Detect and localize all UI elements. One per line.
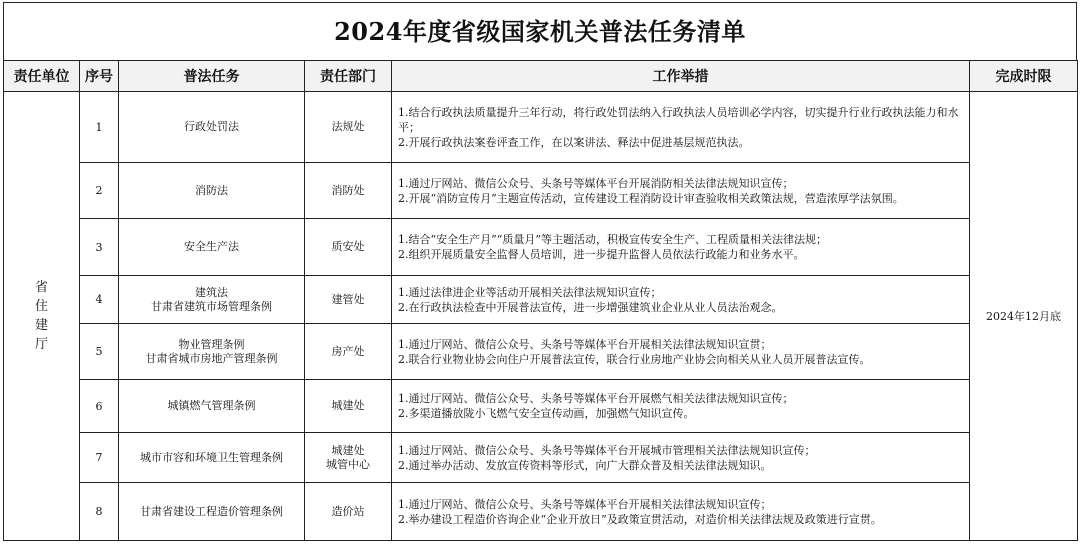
table-row	[4, 219, 1078, 276]
measure-line: 2.开展行政执法案卷评查工作，在以案讲法、释法中促进基层规范执法。	[398, 135, 750, 149]
task-name: 安全生产法	[184, 240, 239, 253]
task-name: 行政处罚法	[184, 120, 239, 133]
measure-line: 1.通过厅网站、微信公众号、头条号等媒体平台开展消防相关法律法规知识宣传；	[398, 176, 794, 190]
header-no: 序号	[80, 61, 119, 92]
task-name: 甘肃省城市房地产管理条例	[145, 351, 278, 365]
row-number: 1	[80, 92, 119, 163]
table-row	[4, 324, 1078, 380]
task-cell	[119, 483, 305, 541]
dept-name: 城建处	[331, 443, 365, 457]
dept-cell	[305, 276, 392, 324]
measures-cell	[392, 433, 970, 483]
unit-char: 建	[34, 318, 48, 333]
task-cell	[119, 92, 305, 163]
dept-name: 房产处	[331, 344, 365, 358]
row-number: 8	[80, 483, 119, 541]
dept-name: 质安处	[331, 240, 365, 253]
dept-cell	[305, 324, 392, 380]
dept-cell	[305, 219, 392, 276]
measures-cell	[392, 163, 970, 219]
table-row	[4, 92, 1078, 163]
task-cell	[119, 433, 305, 483]
header-measures: 工作举措	[392, 61, 970, 92]
unit-char: 住	[34, 299, 48, 314]
row-number: 3	[80, 219, 119, 276]
dept-cell	[305, 483, 392, 541]
task-name: 消防法	[195, 183, 228, 197]
dept-cell	[305, 433, 392, 483]
measure-line: 1.结合“安全生产月”“质量月”等主题活动，积极宣传安全生产、工程质量相关法律法规；	[398, 233, 827, 246]
task-cell	[119, 163, 305, 219]
measure-line: 1.通过厅网站、微信公众号、头条号等媒体平台开展相关法律法规知识宣传；	[398, 497, 772, 511]
measure-line: 2.联合行业物业协会向住户开展普法宣传，联合行业房地产业协会向相关从业人员开展普法宣传。	[398, 352, 871, 366]
page-title: 2024年度省级国家机关普法任务清单	[3, 2, 1077, 60]
measure-line: 2.多渠道播放陇小飞燃气安全宣传动画，加强燃气知识宣传。	[398, 407, 695, 420]
dept-name: 城建处	[331, 399, 365, 412]
task-name: 城市市容和环境卫生管理条例	[140, 450, 283, 464]
table-row	[4, 276, 1078, 324]
measure-line: 2.在行政执法检查中开展普法宣传，进一步增强建筑业企业从业人员法治观念。	[398, 300, 783, 314]
table-row	[4, 380, 1078, 433]
row-number: 4	[80, 276, 119, 324]
task-name: 甘肃省建设工程造价管理条例	[140, 504, 283, 518]
task-list-sheet	[3, 2, 1077, 540]
header-task: 普法任务	[119, 61, 305, 92]
measure-line: 1.通过法律进企业等活动开展相关法律法规知识宣传；	[398, 285, 662, 299]
dept-name: 城管中心	[326, 457, 370, 471]
responsible-unit-cell	[4, 92, 80, 541]
measure-line: 2.开展“消防宣传月”主题宣传活动，宣传建设工程消防设计审查验收相关政策法规，营造浓厚学法氛围。	[398, 191, 904, 205]
table-row	[4, 483, 1078, 541]
measure-line: 2.组织开展质量安全监督人员培训，进一步提升监督人员依法行政能力和业务水平。	[398, 248, 805, 261]
measures-cell	[392, 380, 970, 433]
measure-line: 1.通过厅网站、微信公众号、头条号等媒体平台开展相关法律法规知识宣贯；	[398, 337, 772, 351]
row-number: 7	[80, 433, 119, 483]
measure-line: 2.通过举办活动、发放宣传资料等形式，向广大群众普及相关法律法规知识。	[398, 458, 772, 472]
dept-name: 法规处	[331, 120, 365, 133]
measures-cell	[392, 276, 970, 324]
task-table	[3, 60, 1078, 541]
dept-name: 造价站	[331, 504, 365, 518]
task-name: 物业管理条例	[178, 337, 245, 351]
measures-cell	[392, 483, 970, 541]
deadline-cell: 2024年12月底	[970, 92, 1078, 541]
dept-cell	[305, 163, 392, 219]
header-dept: 责任部门	[305, 61, 392, 92]
task-cell	[119, 219, 305, 276]
header-row	[4, 61, 1078, 92]
task-name: 建筑法	[195, 285, 228, 299]
task-cell	[119, 276, 305, 324]
measure-line: 1.通过厅网站、微信公众号、头条号等媒体平台开展燃气相关法律法规知识宣传；	[398, 392, 794, 405]
table-row	[4, 433, 1078, 483]
table-body	[4, 92, 1078, 541]
task-cell	[119, 324, 305, 380]
row-number: 2	[80, 163, 119, 219]
row-number: 5	[80, 324, 119, 380]
unit-char: 厅	[34, 337, 48, 352]
dept-name: 消防处	[331, 183, 365, 197]
dept-cell	[305, 380, 392, 433]
measures-cell	[392, 324, 970, 380]
unit-char: 省	[34, 280, 48, 295]
task-name: 甘肃省建筑市场管理条例	[151, 299, 272, 313]
dept-name: 建管处	[331, 292, 365, 306]
measure-line: 1.结合行政执法质量提升三年行动，将行政处罚法纳入行政执法人员培训必学内容，切实提升行业行政执法能力和水平；	[398, 105, 959, 134]
row-number: 6	[80, 380, 119, 433]
measures-cell	[392, 92, 970, 163]
table-row	[4, 163, 1078, 219]
task-name: 城镇燃气管理条例	[167, 399, 256, 412]
header-unit: 责任单位	[4, 61, 80, 92]
measures-cell	[392, 219, 970, 276]
dept-cell	[305, 92, 392, 163]
measure-line: 1.通过厅网站、微信公众号、头条号等媒体平台开展城市管理相关法律法规知识宣传；	[398, 443, 816, 457]
measure-line: 2.举办建设工程造价咨询企业“企业开放日”及政策宣贯活动，对造价相关法律法规及政策进行宣贯。	[398, 512, 882, 526]
header-deadline: 完成时限	[970, 61, 1078, 92]
task-cell	[119, 380, 305, 433]
